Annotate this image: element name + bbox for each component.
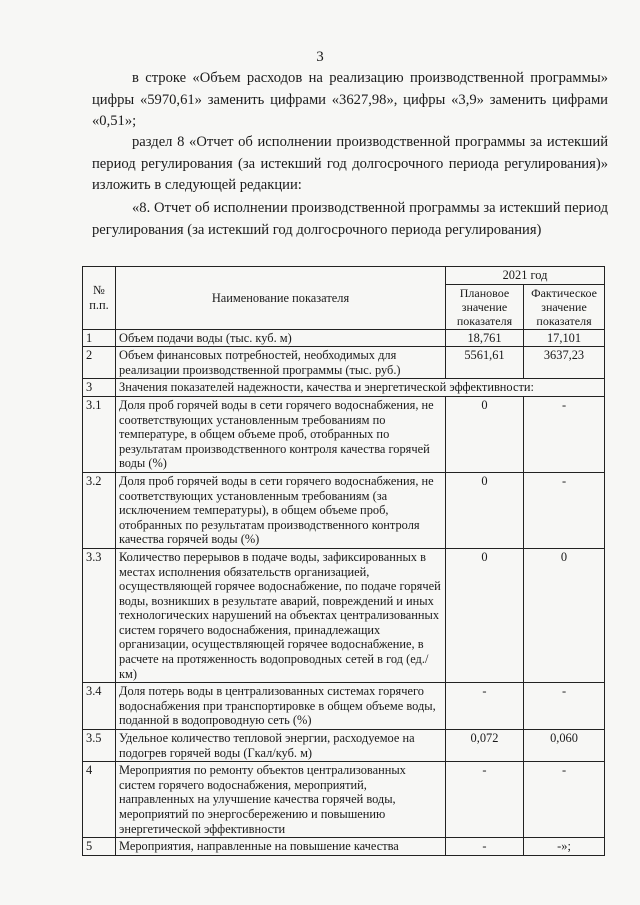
row-fact-value: - (524, 472, 605, 548)
row-number: 3.1 (83, 396, 116, 472)
row-plan-value: 5561,61 (446, 347, 524, 379)
header-plan: Плановое значение показателя (446, 284, 524, 329)
production-program-report-table (82, 266, 605, 856)
row-fact-value: -»; (524, 838, 605, 856)
table-row (83, 396, 605, 472)
row-fact-value: - (524, 683, 605, 730)
row-indicator-name: Доля проб горячей воды в сети горячего водоснабжения, не соответствующих установленным требованиям по температуре, в общем объеме проб, отобранных по результатам производственного контроля качества горячей воды (%) (116, 396, 446, 472)
table-row (83, 472, 605, 548)
row-fact-value: 0,060 (524, 730, 605, 762)
paragraph-2-text: раздел 8 «Отчет об исполнении производственной программы за истекший период регулирования (за истекший год долгосрочного периода регулирования)» изложить в следующей редакции: (92, 134, 608, 193)
header-year: 2021 год (446, 267, 605, 285)
row-indicator-name: Доля потерь воды в централизованных системах горячего водоснабжения при транспортировке в общем объеме воды, поданной в водопроводную сеть (%) (116, 683, 446, 730)
table-row (83, 762, 605, 838)
paragraph-3 (92, 198, 608, 241)
row-number: 1 (83, 329, 116, 347)
paragraph-1-text: в строке «Объем расходов на реализацию производственной программы» цифры «5970,61» заменить цифрами «3627,98», цифры «3,9» заменить цифрами «0,51»; (92, 70, 608, 129)
row-fact-value: 3637,23 (524, 347, 605, 379)
row-indicator-name: Количество перерывов в подаче воды, зафиксированных в местах исполнения обязательств организацией, осуществляющей горячее водоснабжение, по подаче горячей воды, возникших в результате аварий, повреждений и иных технологических нарушений на объектах централизованных систем горячего водоснабжения, принадлежащих организации, осуществляющей горячее водоснабжение, в расчете на протяженность водопроводных сетей в год (ед./км) (116, 548, 446, 682)
paragraph-1 (92, 68, 608, 133)
table-row (83, 329, 605, 347)
table-row (83, 683, 605, 730)
row-indicator-name: Объем подачи воды (тыс. куб. м) (116, 329, 446, 347)
table-row (83, 379, 605, 397)
paragraph-2 (92, 132, 608, 197)
row-plan-value: - (446, 838, 524, 856)
row-fact-value: 0 (524, 548, 605, 682)
row-indicator-name: Объем финансовых потребностей, необходимых для реализации производственной программы (тыс. руб.) (116, 347, 446, 379)
table-row (83, 548, 605, 682)
header-fact: Фактическое значение показателя (524, 284, 605, 329)
row-plan-value: - (446, 683, 524, 730)
row-plan-value: 0,072 (446, 730, 524, 762)
row-number: 3.2 (83, 472, 116, 548)
row-plan-value: 0 (446, 396, 524, 472)
table-row (83, 347, 605, 379)
row-fact-value: - (524, 762, 605, 838)
table-row (83, 838, 605, 856)
row-number: 4 (83, 762, 116, 838)
row-indicator-name: Мероприятия, направленные на повышение качества (116, 838, 446, 856)
row-indicator-name: Доля проб горячей воды в сети горячего водоснабжения, не соответствующих установленным требованиям (за исключением температуры), в общем объеме проб, отобранных по результатам производственного контроля качества горячей воды (%) (116, 472, 446, 548)
row-plan-value: - (446, 762, 524, 838)
row-fact-value: - (524, 396, 605, 472)
page-number: 3 (316, 49, 324, 65)
row-number: 3 (83, 379, 116, 397)
row-indicator-name: Значения показателей надежности, качества и энергетической эффективности: (116, 379, 605, 397)
row-number: 3.3 (83, 548, 116, 682)
row-number: 3.4 (83, 683, 116, 730)
row-number: 3.5 (83, 730, 116, 762)
row-plan-value: 18,761 (446, 329, 524, 347)
row-plan-value: 0 (446, 472, 524, 548)
header-num: № п.п. (83, 267, 116, 330)
row-number: 5 (83, 838, 116, 856)
table-row (83, 730, 605, 762)
row-fact-value: 17,101 (524, 329, 605, 347)
row-number: 2 (83, 347, 116, 379)
row-indicator-name: Удельное количество тепловой энергии, расходуемое на подогрев горячей воды (Гкал/куб. м) (116, 730, 446, 762)
row-indicator-name: Мероприятия по ремонту объектов централизованных систем горячего водоснабжения, мероприятий, направленных на улучшение качества горячей воды, мероприятий по энергосбережению и повышению энергетической эффективности (116, 762, 446, 838)
paragraph-3-text: «8. Отчет об исполнении производственной программы за истекший период регулирования (за истекший год долгосрочного периода регулирования) (92, 200, 608, 238)
header-name: Наименование показателя (116, 267, 446, 330)
row-plan-value: 0 (446, 548, 524, 682)
